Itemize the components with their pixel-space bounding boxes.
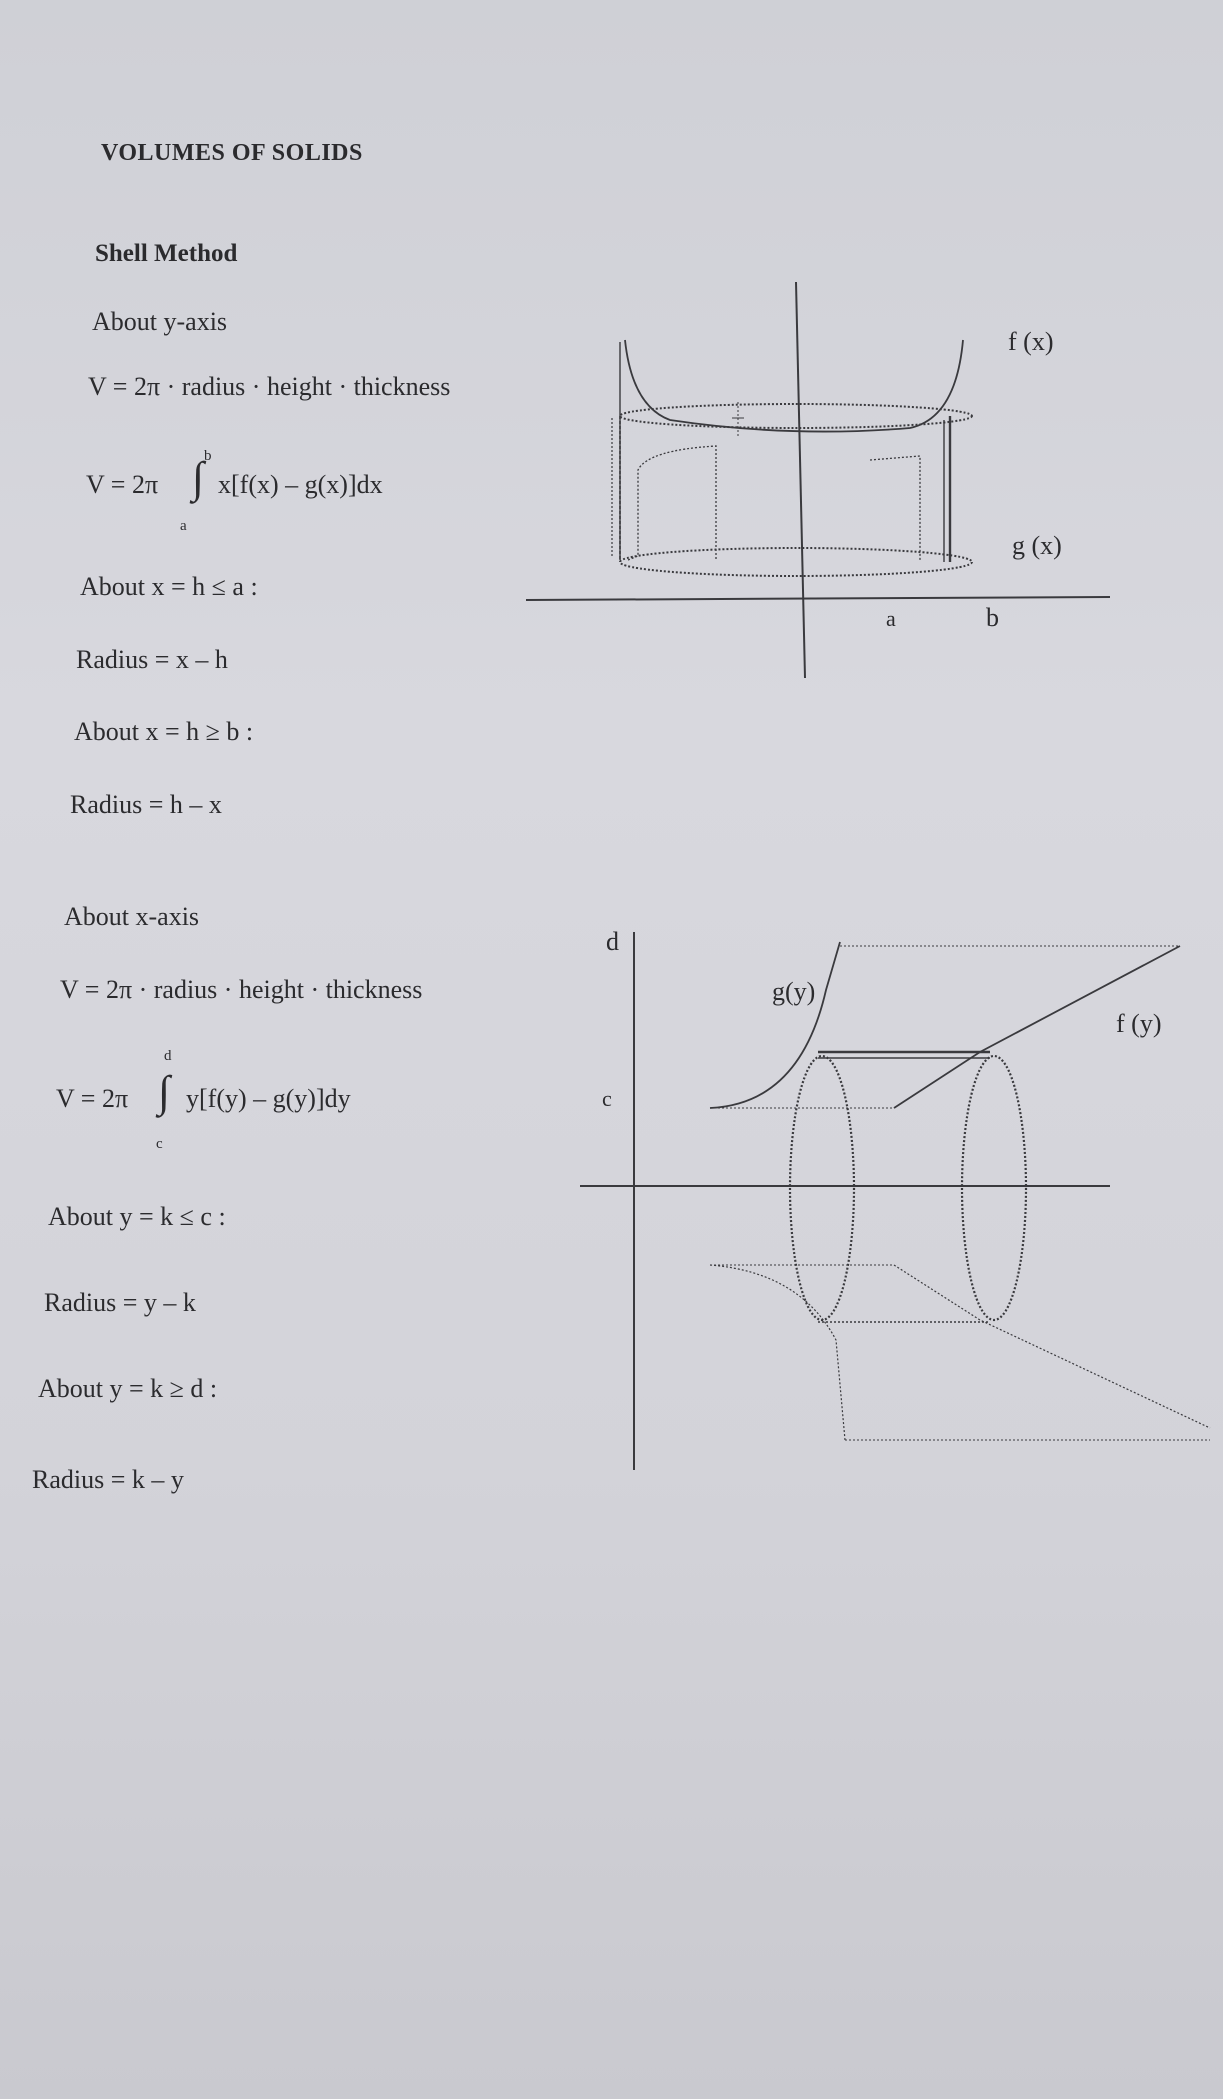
about-y-axis-label: About y-axis xyxy=(92,307,228,336)
x-axis-case1: About y = k ≤ c : xyxy=(48,1202,226,1231)
integral-lower-limit: c xyxy=(156,1136,163,1152)
f-y-label: f (y) xyxy=(1116,1009,1162,1038)
shell-diagram-y-axis xyxy=(520,270,1120,690)
g-curve-right xyxy=(870,456,920,560)
x-axis-radius1: Radius = y – k xyxy=(44,1288,196,1317)
y-axis-line xyxy=(796,282,805,678)
y-axis-case1: About x = h ≤ a : xyxy=(80,572,258,601)
shell-right-ellipse xyxy=(962,1056,1026,1320)
x-axis-line xyxy=(526,597,1110,600)
integral-prefix: V = 2π xyxy=(86,470,159,499)
page-title: VOLUMES OF SOLIDS xyxy=(101,140,363,166)
reflected-f-curve xyxy=(894,1265,1210,1428)
y-axis-volume-formula-words: V = 2π · radius · height · thickness xyxy=(88,372,451,401)
x-axis-case2: About y = k ≥ d : xyxy=(38,1374,218,1403)
x-axis-integral-formula xyxy=(56,1048,436,1158)
g-curve xyxy=(628,446,716,560)
shell-left-ellipse xyxy=(790,1056,854,1320)
integral-sign: ∫ xyxy=(192,453,205,502)
y-axis-integral-formula xyxy=(86,440,446,540)
integral-upper-limit: d xyxy=(164,1048,172,1064)
integrand: x[f(x) – g(x)]dx xyxy=(218,470,383,499)
integral-lower-limit: a xyxy=(180,518,187,534)
f-curve xyxy=(625,340,963,432)
d-label: d xyxy=(606,927,619,956)
g-y-label: g(y) xyxy=(772,977,816,1006)
y-axis-radius2: Radius = h – x xyxy=(70,790,222,819)
c-label: c xyxy=(602,1086,612,1111)
about-x-axis-label: About x-axis xyxy=(64,902,200,931)
section-heading-shell-method: Shell Method xyxy=(95,240,238,267)
reflected-g-curve xyxy=(710,1265,845,1440)
y-axis-radius1: Radius = x – h xyxy=(76,645,228,674)
b-label: b xyxy=(986,603,999,632)
g-x-label: g (x) xyxy=(1012,531,1062,560)
x-axis-radius2: Radius = k – y xyxy=(32,1465,184,1494)
integral-prefix: V = 2π xyxy=(56,1084,129,1113)
integral-upper-limit: b xyxy=(204,448,212,464)
f-x-label: f (x) xyxy=(1008,327,1054,356)
a-label: a xyxy=(886,606,896,631)
shell-bottom-ellipse xyxy=(620,548,972,576)
g-curve xyxy=(710,942,840,1108)
y-axis-case2: About x = h ≥ b : xyxy=(74,717,254,746)
integral-sign: ∫ xyxy=(158,1067,171,1116)
x-axis-volume-formula-words: V = 2π · radius · height · thickness xyxy=(60,975,423,1004)
integrand: y[f(y) – g(y)]dy xyxy=(186,1084,351,1113)
shell-diagram-x-axis xyxy=(560,920,1220,1480)
